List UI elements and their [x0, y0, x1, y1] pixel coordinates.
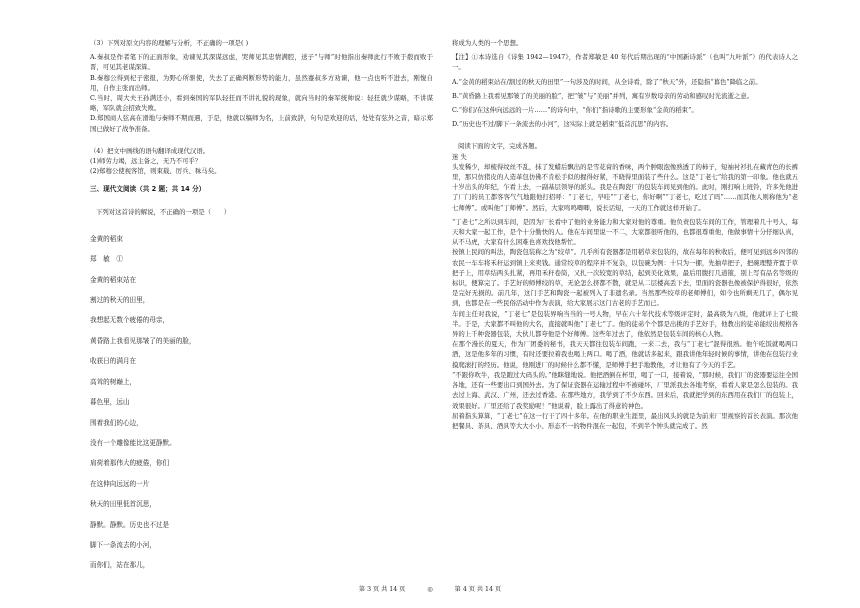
poem-line: 金黄的稻束站在 — [90, 275, 137, 284]
q4-item-1: (1)师劳力竭，远主备之，无乃不可乎？ — [90, 157, 202, 166]
q1-option-c: C.“你们/在这伸向远远的一片……”的诗句中，“你们”指诗歌的主要形象“金黄的稻束”。 — [452, 106, 698, 115]
poem-line: 暮色里，远山 — [90, 398, 130, 407]
q1-option-a: A.“金黄的稻束站在/割过的秋天的田里”一句涉及的时间，从全诗看，除了“秋天”外，还隐指“暮色”降临之前。 — [452, 77, 762, 86]
fold-marker: ◎ — [427, 586, 433, 593]
poem-line: 围着我们的心边， — [90, 418, 143, 427]
q4-stem: （4）把文中画线的语句翻译成现代汉语。 — [90, 146, 210, 155]
poem-last-line: 将成为人类的一个思想。 — [452, 39, 523, 47]
poem-line: 高耸的树巅上， — [90, 377, 137, 386]
page-footer — [0, 584, 860, 593]
q2-stem: 阅读下面的文字，完成各题。 — [458, 142, 542, 151]
poem-line: 黄昏路上我看见那皱了的美丽的脸， — [90, 336, 196, 345]
q1-stem: 下列对这首诗的解说，不正确的一项是（ ） — [96, 207, 231, 216]
story-paragraph: 按镇上民间的叫法，陶瓷包装称之为“绞草”。几乎所有瓷器都是用稻草来包装的，故在每年的秋收后，便可见到远乡四邻的农民一车车将禾秆运到镇上来卖钱。通常绞草的程序并不复杂，以包碗为例：十只为一摞，先抽草把子，把碗理整齐置于草把子上，用草结两头扎紧，再用禾秆卷筒，又扎一次较宽的草结，起到美化效果，最后用腹打几道箍，别上写有品名等级的标识，便算完了。手艺好的师傅绞的草，无论怎么挤都不散，就是从二层楼高丢下去，里面的瓷器也像被保护得很好，依然是完好无损的。前几年，这门手艺和陶瓷一起被列入了非遗名录。当然那些绞草的老师傅们，如今也所剩无几了，偶尔见到，也都是在一些民俗活动中作为表演，给大家展示这门古老的手艺而已。 — [452, 248, 798, 308]
poem-line: 秋天的田里低首沉思， — [90, 500, 156, 509]
poem-line: 我想起无数个疲倦的母亲， — [90, 316, 170, 325]
poem-line: 肩荷着那伟大的疲倦，你们 — [90, 459, 170, 468]
story-paragraph: 在那个漫长的夏天，作为厂团委的秘书，我天天都往包装车间跑，一来二去，我与“丁老七”混得很熟。他午吃饭就喝两口酒，这是他多年的习惯，有时还要拉着我也喝上两口。喝了酒，他就话多起来，跟我讲他年轻时候的事情，讲他在包装行业摸爬滚打的经历。他说，他刚进厂的时候什么都不懂，是师傅手把手地教他，才让他有了今天的手艺。 — [452, 340, 798, 369]
poem-note: 【注】①本诗选自《诗集 1942—1947》，作者郑敏是 40 年代后期出现的“中国新诗派”（也叫“九叶派”）的代表诗人之一。 — [452, 53, 798, 72]
poem — [90, 229, 433, 576]
q3-option-a: A.秦叔是作者笔下的正面形象，劝谏见其深谋远虑，哭师见其忠情满腔，送子“与师”时他指出秦师此行不败于殽而败于晋，可见其老谋深算。 — [90, 53, 433, 72]
q3-option-d: D.郑国商人弦高在滑地与秦师不期而遇，于是，他就以犒师为名，上前致辞，句句是欢迎的话，处处有弦外之音，暗示郑国已做好了战争准备。 — [90, 114, 433, 133]
poem-title: 金黄的稻束 — [90, 234, 123, 243]
right-page-number: 第 4 页 共 14 页 — [454, 586, 502, 593]
story-paragraph: 屈着指头算算，“丁老七”在这一行干了四十多年。在他的职业生涯里，最出风头的就是为前来厂里视察的首长表演。那次他把餐具、茶具、酒具等大大小小、形态不一的物件混在一起包，不到半个钟头就完成了。然 — [452, 411, 798, 430]
story-paragraph: “丁老七”之所以到车间，是因为厂长看中了他的业务能力和大家对他的尊重。他负责包装车间的工作，管理着几十号人，每天和大家一起工作，是个十分勤快的人。他在车间里说一不二，大家都很听他的，也都很尊重他，他做事情十分仔细认真，从不马虎，大家有什么困难也喜欢找他帮忙。 — [452, 217, 798, 247]
poem-line: 在这伸向远远的一片 — [90, 479, 150, 488]
right-column — [452, 38, 798, 431]
q4-item-2: (2)郑穆公使视客馆，则束载、厉兵、秣马矣。 — [90, 167, 221, 176]
poem-author: 郑 敏 ① — [90, 255, 123, 264]
poem-line: 静默。静默。历史也不过是 — [90, 520, 170, 529]
story-paragraph: 头发稀少，却梳得纹丝不乱，抹了发蜡后飘出的是雪花膏的香味，两个肿眼泡像熟透了的柿子，短袖衬衫扎在藏青色的长裤里，那只仿猪皮的人造革包仿佛不肯松手似的握得好紧，不晓得里面装了些什么。这是“丁老七”给我的第一印象。他也就五十岁出头的年纪，乍看上去，一副基层领导的派头。我是在陶瓷厂的包装车间见到他的。此时，刚打响上班铃，许多先他进了厂门的员工都客客气气地跟他打招呼：“丁老七，早哇”“丁老七，你好啊”“丁老七，吃过了吗”……而其他人则称他为“老七师傅”。或叫他“丁师傅”。然后，大家鸣鸣唧唧，说长话短，一天的工作就这样开始了。 — [452, 162, 798, 212]
left-page-number: 第 3 页 共 14 页 — [358, 586, 406, 593]
q1-option-b: B.“黄昏路上我看见那皱了的美丽的脸”，把“皱”与“美丽”并列，寓有岁数母亲的劳动和感叹时光流逝之意。 — [452, 91, 754, 100]
poem-line: 割过的秋天的田里， — [90, 296, 150, 305]
q3-option-b: B.秦穆公得到杞子密报，为野心所驱使，失去了正确判断形势的能力，虽然蹇叔多方劝谏，他一点也听不进去，刚愎自用，自作主张而出师。 — [90, 73, 433, 92]
story-title: 迷 失 — [452, 152, 467, 161]
q1-option-d: D.“历史也不过/脚下一条流去的小河”，这实际上就是稻束“低首沉思”的内容。 — [452, 120, 673, 129]
story-paragraph: “不跟你吹牛，我是跑过大码头的。”他眯缝地说。他把酒倒在杯里，喝了一口，接着说，“那时候，我们厂的瓷器要运往全国各地，还有一些要出口到国外去。为了保证瓷器在运输过程中不被碰坏，厂里派我去各地考察，看看人家是怎么包装的。我去过上海、武汉、广州，还去过香港。在那些地方，我学到了不少东西。回来后，我就把学到的东西用在我们厂的包装上，效果很好。厂里还给了我奖励呢！”他说着，脸上露出了得意的神色。 — [452, 370, 798, 410]
poem-line: 而你们，站在那儿， — [90, 561, 150, 570]
poem-line: 没有一个雕像能比这更静默。 — [90, 438, 176, 447]
section-heading: 三、现代文阅读（共 2 题；共 14 分） — [90, 185, 206, 194]
left-column — [90, 38, 433, 576]
q3-stem: （3）下列对原文内容的理解与分析，不正确的一项是( ) — [90, 39, 249, 47]
poem-line: 收获日的满月在 — [90, 357, 137, 366]
story-paragraph: 车间主任对我说，“丁老七”是包装界响当当的一号人物，早在六十年代技术等级评定时，最高级为八级，他就评上了七级半。于是，大家都不叫他的大名，直接就叫他“丁老七”了。他的徒弟个个都是出挑的手艺好手，他教出的徒弟能绞出规格各异的上千种瓷器包装，大伙儿都夸他是个好师傅。这些年过去了，他依然是包装车间的核心人物。 — [452, 309, 798, 339]
poem-line: 脚下一条流去的小河， — [90, 540, 156, 549]
q3-option-c: C.当时，周大夫王孙满还小，看到秦国的军队轻狂而不讲礼貌的现象，就向当时的秦军统帅说：轻狂就少谋略，不讲谋略，军队就会招致失败。 — [90, 94, 433, 113]
